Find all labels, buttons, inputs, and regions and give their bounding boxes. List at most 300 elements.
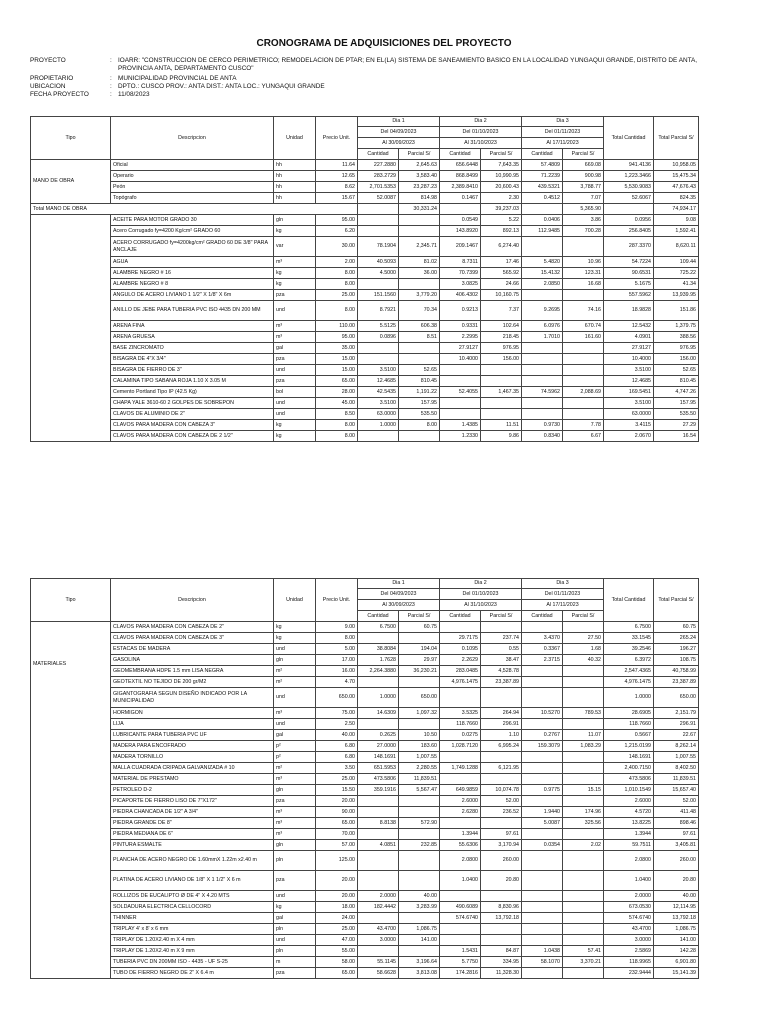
item-value: 4,976.1475 <box>604 677 654 688</box>
info-value: IOARR: "CONSTRUCCION DE CERCO PERIMETRICO; REMODELACION DE PTAR; EN EL(LA) SISTEMA DE SANEAMIENTO BASICO EN LA LOCALIDAD YUNGAQUI GRANDE, DISTRITO DE ANTA, PROVINCIA ANTA, DEPARTAMENTO CUSCO" <box>118 57 698 72</box>
item-value <box>399 796 440 807</box>
item-description: CALAMINA TIPO SABANA ROJA 1.10 X 3.05 M <box>111 376 274 387</box>
item-value <box>481 622 522 633</box>
item-unit: m <box>274 957 316 968</box>
item-value: 2,151.79 <box>654 708 699 719</box>
item-value <box>563 677 604 688</box>
item-value <box>563 871 604 891</box>
item-description: CHAPA YALE 3610-60 2 GOLPES DE SOBREPON <box>111 398 274 409</box>
item-value: 157.95 <box>399 398 440 409</box>
table-row <box>31 807 699 818</box>
item-value: 3,170.94 <box>481 840 522 851</box>
schedule-table-2 <box>30 578 699 979</box>
item-description: ALAMBRE NEGRO # 8 <box>111 279 274 290</box>
item-unit: bol <box>274 387 316 398</box>
item-value: 1,097.32 <box>399 708 440 719</box>
item-value <box>481 365 522 376</box>
item-value: 12.4685 <box>604 376 654 387</box>
item-value: 29.7175 <box>440 633 481 644</box>
item-value: 110.00 <box>316 321 358 332</box>
item-value: 411.48 <box>654 807 699 818</box>
item-value: 123.31 <box>563 268 604 279</box>
item-value <box>440 774 481 785</box>
item-value <box>399 343 440 354</box>
header-dia-al: Al 30/09/2023 <box>358 600 440 611</box>
item-unit: kg <box>274 268 316 279</box>
item-value: 141.00 <box>399 935 440 946</box>
item-value: 0.9775 <box>522 785 563 796</box>
item-description: MALLA CUADRADA CRIPADA GALVANIZADA # 10 <box>111 763 274 774</box>
item-value <box>522 677 563 688</box>
item-value: 1.7628 <box>358 655 399 666</box>
item-value: 65.00 <box>316 968 358 979</box>
item-value: 11.64 <box>316 160 358 171</box>
table-row <box>31 785 699 796</box>
item-value: 58.6628 <box>358 968 399 979</box>
item-value: 1,086.75 <box>654 924 699 935</box>
item-unit: und <box>274 891 316 902</box>
header-parcial: Parcial S/ <box>399 149 440 160</box>
header-parcial: Parcial S/ <box>563 149 604 160</box>
item-value: 8.00 <box>316 268 358 279</box>
header-dia-name: Dia 3 <box>522 579 604 589</box>
item-unit: m² <box>274 763 316 774</box>
item-value: 7.37 <box>481 301 522 321</box>
total-label: Total MANO DE OBRA <box>31 204 358 215</box>
item-value: 5.00 <box>316 644 358 655</box>
item-unit: m³ <box>274 807 316 818</box>
item-value: 256.8405 <box>604 226 654 237</box>
table-row <box>31 431 699 442</box>
item-value: 260.00 <box>481 851 522 871</box>
item-value: 669.08 <box>563 160 604 171</box>
total-parcial-d1: 30,331.24 <box>399 204 440 215</box>
item-description: LUBRICANTE PARA TUBERIA PVC UF <box>111 730 274 741</box>
item-unit: m³ <box>274 257 316 268</box>
item-value: 55.6306 <box>440 840 481 851</box>
item-value: 47.00 <box>316 935 358 946</box>
item-description: PETROLEO D-2 <box>111 785 274 796</box>
item-value: 20.80 <box>654 871 699 891</box>
empty-cell <box>604 204 654 215</box>
item-value: 8.00 <box>316 301 358 321</box>
item-value: 2.30 <box>481 193 522 204</box>
item-value: 118.9965 <box>604 957 654 968</box>
item-value: 232.9444 <box>604 968 654 979</box>
item-value: 359.1916 <box>358 785 399 796</box>
item-value: 38.47 <box>481 655 522 666</box>
item-value: 824.35 <box>654 193 699 204</box>
item-value: 112.9485 <box>522 226 563 237</box>
table-row <box>31 321 699 332</box>
table-row <box>31 301 699 321</box>
item-value: 52.65 <box>399 365 440 376</box>
item-value <box>440 752 481 763</box>
empty-cell <box>440 204 481 215</box>
item-value: 868.8499 <box>440 171 481 182</box>
item-value: 4.5000 <box>358 268 399 279</box>
table-header <box>31 117 699 160</box>
item-value: 3,813.08 <box>399 968 440 979</box>
item-value: 9.2695 <box>522 301 563 321</box>
item-value: 8,402.50 <box>654 763 699 774</box>
table-row <box>31 237 699 257</box>
item-value: 1.0400 <box>604 871 654 891</box>
item-value: 5.22 <box>481 215 522 226</box>
item-unit: pln <box>274 851 316 871</box>
item-description: ACERO CORRUGADO fy=4200kg/cm² GRADO 60 DE 3/8" PARA ANCLAJE <box>111 237 274 257</box>
item-value: 71.2239 <box>522 171 563 182</box>
header-total-cantidad: Total Cantidad <box>604 579 654 622</box>
item-value: 15.4132 <box>522 268 563 279</box>
item-value <box>522 398 563 409</box>
item-value <box>563 376 604 387</box>
item-value: 2.0000 <box>358 891 399 902</box>
item-value: 23,387.89 <box>654 677 699 688</box>
item-value: 2.0800 <box>440 851 481 871</box>
item-value: 9.00 <box>316 622 358 633</box>
item-value: 194.04 <box>399 644 440 655</box>
item-unit: pza <box>274 354 316 365</box>
item-value <box>481 376 522 387</box>
item-value <box>563 774 604 785</box>
item-value: 15.00 <box>316 354 358 365</box>
item-description: ACEITE PARA MOTOR GRADO 30 <box>111 215 274 226</box>
item-value: 283.2729 <box>358 171 399 182</box>
item-value: 0.2767 <box>522 730 563 741</box>
empty-cell <box>358 204 399 215</box>
item-value: 1,379.75 <box>654 321 699 332</box>
item-value: 0.0354 <box>522 840 563 851</box>
item-value: 0.8340 <box>522 431 563 442</box>
item-value: 814.98 <box>399 193 440 204</box>
item-value: 2,645.63 <box>399 160 440 171</box>
item-unit: pln <box>274 946 316 957</box>
item-description: TUBERIA PVC DN 200MM ISO - 4435 - UF S-25 <box>111 957 274 968</box>
item-value <box>522 774 563 785</box>
item-value: 22.67 <box>654 730 699 741</box>
table-row <box>31 741 699 752</box>
item-value: 8.00 <box>316 431 358 442</box>
item-value: 1.0000 <box>358 688 399 708</box>
item-value: 0.0896 <box>358 332 399 343</box>
header-dia-name: Dia 2 <box>440 117 522 127</box>
item-value: 10.5270 <box>522 708 563 719</box>
item-value: 1.7010 <box>522 332 563 343</box>
info-value: MUNICIPALIDAD PROVINCIAL DE ANTA <box>118 75 237 82</box>
info-colon: : <box>110 91 112 98</box>
item-value: 20.80 <box>481 871 522 891</box>
table-row <box>31 398 699 409</box>
item-value: 2.00 <box>316 257 358 268</box>
item-value: 18.00 <box>316 902 358 913</box>
item-value: 1.0000 <box>604 688 654 708</box>
header-descripcion: Descripcion <box>111 579 274 622</box>
item-value <box>522 968 563 979</box>
item-value: 12.65 <box>316 171 358 182</box>
item-value <box>563 354 604 365</box>
item-unit: pln <box>274 924 316 935</box>
item-unit: p² <box>274 741 316 752</box>
item-value <box>358 354 399 365</box>
table-row <box>31 924 699 935</box>
item-description: MATERIAL DE PRESTAMO <box>111 774 274 785</box>
table-row <box>31 387 699 398</box>
item-value: 109.44 <box>654 257 699 268</box>
item-unit: gln <box>274 655 316 666</box>
item-value: 156.00 <box>654 354 699 365</box>
item-value: 473.5806 <box>358 774 399 785</box>
item-value: 439.5321 <box>522 182 563 193</box>
item-value: 11.07 <box>563 730 604 741</box>
item-value: 78.1904 <box>358 237 399 257</box>
total-parcial-sum: 74,934.17 <box>654 204 699 215</box>
item-unit: p² <box>274 752 316 763</box>
item-value <box>481 688 522 708</box>
header-dia-al: Al 31/10/2023 <box>440 600 522 611</box>
item-value: 58.1070 <box>522 957 563 968</box>
item-value: 2,701.5353 <box>358 182 399 193</box>
header-unidad: Unidad <box>274 117 316 160</box>
item-value: 70.7399 <box>440 268 481 279</box>
item-value: 0.9730 <box>522 420 563 431</box>
item-value: 5.5125 <box>358 321 399 332</box>
item-value: 74.16 <box>563 301 604 321</box>
header-cantidad: Cantidad <box>522 611 563 622</box>
item-value: 15.00 <box>316 365 358 376</box>
item-value: 10.4000 <box>440 354 481 365</box>
item-value: 8.00 <box>316 633 358 644</box>
item-value: 196.27 <box>654 644 699 655</box>
item-value: 125.00 <box>316 851 358 871</box>
item-value: 287.3370 <box>604 237 654 257</box>
item-value: 35.00 <box>316 343 358 354</box>
item-value: 1.3944 <box>604 829 654 840</box>
table-row <box>31 343 699 354</box>
header-dia-al: Al 30/09/2023 <box>358 138 440 149</box>
item-value: 1.0438 <box>522 946 563 957</box>
table-row <box>31 763 699 774</box>
item-value: 296.91 <box>481 719 522 730</box>
table-row <box>31 796 699 807</box>
table-row <box>31 891 699 902</box>
item-value: 2.0850 <box>522 279 563 290</box>
item-value: 23,387.89 <box>481 677 522 688</box>
header-total-parcial: Total Parcial S/ <box>654 117 699 160</box>
item-value <box>522 851 563 871</box>
item-value: 10.50 <box>399 730 440 741</box>
item-value: 8.00 <box>399 420 440 431</box>
item-value <box>399 913 440 924</box>
header-dia-name: Dia 2 <box>440 579 522 589</box>
item-unit: gln <box>274 840 316 851</box>
item-value: 2.6000 <box>604 796 654 807</box>
item-value: 670.74 <box>563 321 604 332</box>
item-value <box>563 343 604 354</box>
item-value <box>440 622 481 633</box>
item-description: ROLLIZOS DE EUCALIPTO Ø DE 4" X 4.20 MTS <box>111 891 274 902</box>
item-value: 0.1467 <box>440 193 481 204</box>
item-description: CLAVOS PARA MADERA CON CABEZA DE 2" <box>111 622 274 633</box>
item-unit: hh <box>274 171 316 182</box>
item-value: 57.4809 <box>522 160 563 171</box>
item-value <box>358 633 399 644</box>
item-unit: m³ <box>274 829 316 840</box>
item-value: 10,958.05 <box>654 160 699 171</box>
item-value: 60.75 <box>399 622 440 633</box>
item-value <box>522 924 563 935</box>
item-value: 70.00 <box>316 829 358 840</box>
item-value <box>399 871 440 891</box>
header-dia-del: Del 01/11/2023 <box>522 589 604 600</box>
item-value: 2.5869 <box>604 946 654 957</box>
item-value: 574.6740 <box>440 913 481 924</box>
item-value: 10,160.75 <box>481 290 522 301</box>
header-precio-unit: Precio Unit. <box>316 579 358 622</box>
item-value: 13,939.95 <box>654 290 699 301</box>
info-label: PROPIETARIO <box>30 75 74 82</box>
item-value: 2,088.69 <box>563 387 604 398</box>
item-value: 6.0976 <box>522 321 563 332</box>
table-row <box>31 633 699 644</box>
item-value: 3.5325 <box>440 708 481 719</box>
item-value: 40.00 <box>316 730 358 741</box>
info-row-proyecto <box>30 57 730 73</box>
item-value: 33.1545 <box>604 633 654 644</box>
item-value <box>399 851 440 871</box>
item-unit: und <box>274 719 316 730</box>
item-value <box>522 622 563 633</box>
table-row <box>31 226 699 237</box>
item-value <box>481 818 522 829</box>
item-value: 174.96 <box>563 807 604 818</box>
item-value: 3.86 <box>563 215 604 226</box>
table-row <box>31 622 699 633</box>
table-row <box>31 968 699 979</box>
item-value <box>522 666 563 677</box>
empty-cell <box>522 204 563 215</box>
item-value: 8,830.96 <box>481 902 522 913</box>
item-value: 63.0000 <box>604 409 654 420</box>
item-value: 36.00 <box>399 268 440 279</box>
item-value: 90.00 <box>316 807 358 818</box>
item-value <box>399 354 440 365</box>
item-value <box>399 719 440 730</box>
item-value: 406.4302 <box>440 290 481 301</box>
header-dia-del: Del 01/10/2023 <box>440 589 522 600</box>
header-dia-del: Del 01/11/2023 <box>522 127 604 138</box>
item-value <box>440 376 481 387</box>
table-row <box>31 719 699 730</box>
item-value: 28.6905 <box>604 708 654 719</box>
item-unit: kg <box>274 902 316 913</box>
item-value <box>563 968 604 979</box>
item-value: 45.00 <box>316 398 358 409</box>
header-dia-del: Del 04/09/2023 <box>358 589 440 600</box>
item-value <box>358 946 399 957</box>
item-value: 74.5962 <box>522 387 563 398</box>
item-value: 4,976.1475 <box>440 677 481 688</box>
item-value: 3,196.64 <box>399 957 440 968</box>
item-value: 232.85 <box>399 840 440 851</box>
table-row <box>31 840 699 851</box>
item-value: 3.0000 <box>604 935 654 946</box>
item-value: 7.07 <box>563 193 604 204</box>
item-unit: und <box>274 301 316 321</box>
item-value: 6.20 <box>316 226 358 237</box>
item-value: 3.5100 <box>604 365 654 376</box>
item-value: 63.0000 <box>358 409 399 420</box>
item-value: 1.3944 <box>440 829 481 840</box>
item-value: 43.4700 <box>358 924 399 935</box>
item-description: PLATINA DE ACERO LIVIANO DE 1/8" X 1 1/2" X 6 m <box>111 871 274 891</box>
item-description: Topógrafo <box>111 193 274 204</box>
item-description: CLAVOS PARA MADERA CON CABEZA DE 3" <box>111 633 274 644</box>
header-dia-name: Dia 1 <box>358 579 440 589</box>
item-value: 47,676.43 <box>654 182 699 193</box>
item-value: 0.9213 <box>440 301 481 321</box>
header-unidad: Unidad <box>274 579 316 622</box>
item-value: 9.86 <box>481 431 522 442</box>
item-value <box>563 622 604 633</box>
table-row <box>31 708 699 719</box>
item-value: 15.67 <box>316 193 358 204</box>
item-value <box>440 935 481 946</box>
item-value <box>522 237 563 257</box>
table-row <box>31 818 699 829</box>
item-description: CLAVOS DE ALUMINIO DE 2" <box>111 409 274 420</box>
item-value <box>399 829 440 840</box>
item-value: 157.95 <box>654 398 699 409</box>
item-value: 10,074.78 <box>481 785 522 796</box>
item-value: 52.65 <box>654 365 699 376</box>
item-description: TRIPLAY DE 1.20X2.40 m X 4 mm <box>111 935 274 946</box>
info-row-propietario <box>30 75 730 83</box>
table-row <box>31 290 699 301</box>
item-value: 0.55 <box>481 644 522 655</box>
table-row <box>31 376 699 387</box>
item-value: 1,223.3466 <box>604 171 654 182</box>
item-value: 27.50 <box>563 633 604 644</box>
table-header <box>31 579 699 622</box>
table-row <box>31 730 699 741</box>
item-value: 17.46 <box>481 257 522 268</box>
table-row <box>31 215 699 226</box>
header-cantidad: Cantidad <box>522 149 563 160</box>
table-row <box>31 409 699 420</box>
item-value: 95.00 <box>316 215 358 226</box>
item-value: 10.4000 <box>604 354 654 365</box>
item-value: 490.6089 <box>440 902 481 913</box>
item-value: 2.0670 <box>604 431 654 442</box>
item-description: THINNER <box>111 913 274 924</box>
item-value: 39.2546 <box>604 644 654 655</box>
item-value <box>563 365 604 376</box>
item-unit: gal <box>274 913 316 924</box>
item-unit: m² <box>274 677 316 688</box>
item-value <box>522 688 563 708</box>
item-value: 3,370.21 <box>563 957 604 968</box>
item-value: 4.0851 <box>358 840 399 851</box>
item-value <box>522 376 563 387</box>
item-unit: hh <box>274 193 316 204</box>
table-row <box>31 644 699 655</box>
item-value: 0.0406 <box>522 215 563 226</box>
item-value <box>399 279 440 290</box>
item-unit: m³ <box>274 321 316 332</box>
table-row <box>31 655 699 666</box>
item-value: 8.51 <box>399 332 440 343</box>
